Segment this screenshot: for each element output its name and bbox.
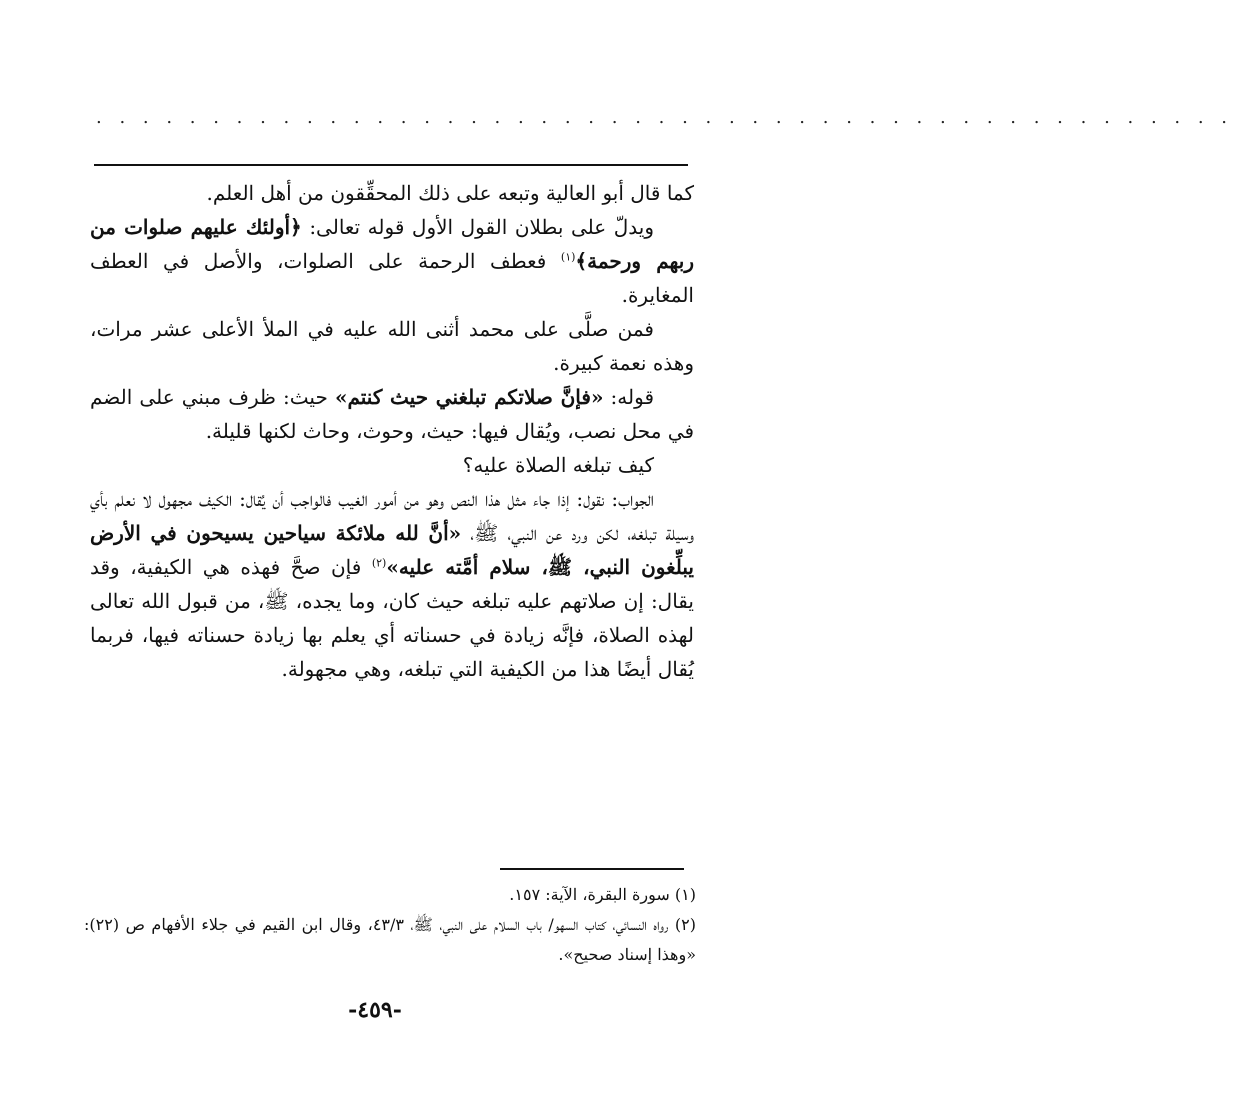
paragraph-1-text: كما قال أبو العالية وتبعه على ذلك المحقِّقون من أهل العلم. (206, 181, 694, 205)
footnotes (84, 880, 698, 970)
footnote-rule (500, 868, 684, 870)
paragraph-6 (90, 482, 694, 686)
header-dotted-rule: . . . . . . . . . . . . . . . . . . . . . . . . . . . . . . . . . . . . . . . . . . . . . . . . . (96, 107, 1233, 128)
paragraph-6-tail: فإن صحَّ فهذه هي الكيفية، وقد يقال: إن صلاتهم عليه تبلغه حيث كان، وما يجده، ﷺ، من قبول الله تعالى لهذه الصلاة، فإنَّه زيادة في حسناته أي يعلم بها زيادة حسناته فيها، فربما يُقال أيضًا هذا من الكيفية التي تبلغه، وهي مجهولة. (90, 555, 694, 681)
main-text (90, 176, 694, 686)
footnote-2: (٢) رواه النسائي، كتاب السهو/ باب السلام على النبي، ﷺ، ٤٣/٣، وقال ابن القيم في جلاء الأفهام ص (٢٢): «وهذا إسناد صحيح». (84, 915, 696, 964)
footnote-1: (١) سورة البقرة، الآية: ١٥٧. (509, 885, 696, 904)
paragraph-1 (90, 176, 694, 210)
paragraph-4-lead: قوله: (603, 385, 654, 409)
paragraph-2-lead: ويدلّ على بطلان القول الأول قوله تعالى: (301, 215, 654, 239)
footnote-mark-1: (١) (560, 250, 576, 264)
hadith-quote-angels: «أنَّ لله ملائكة سياحين يسيحون في الأرض يبلِّغون النبي، ﷺ، سلام أمَّته عليه» (90, 521, 694, 579)
paragraph-5 (90, 448, 694, 482)
paragraph-3 (90, 312, 694, 380)
paragraph-4 (90, 380, 694, 448)
hadith-quote: «فإنَّ صلاتكم تبلغني حيث كنتم» (334, 385, 604, 409)
quran-quote: ﴿أولئك عليهم صلوات من ربهم ورحمة﴾ (90, 215, 694, 273)
header-rule (94, 164, 688, 166)
footnote-mark-2: (٢) (371, 556, 387, 570)
paragraph-2-tail: فعطف الرحمة على الصلوات، والأصل في العطف المغايرة. (90, 249, 694, 307)
page-number: -٤٥٩- (348, 997, 402, 1023)
question-text: كيف تبلغه الصلاة عليه؟ (462, 453, 654, 477)
paragraph-4-tail: حيث: ظرف مبني على الضم في محل نصب، ويُقال فيها: حيث، وحوث، وحاث لكنها قليلة. (90, 385, 694, 443)
paragraph-6-lead: الجواب: نقول: إذا جاء مثل هذا النص وهو من أمور الغيب فالواجب أن يُقال: الكيف مجهول لا نعلم بأي وسيلة تبلغه، لكن ورد عن النبي، ﷺ، (90, 487, 695, 545)
paragraph-3-text: فمن صلَّى على محمد أثنى الله عليه في الملأ الأعلى عشر مرات، وهذه نعمة كبيرة. (90, 317, 694, 375)
paragraph-2 (90, 210, 694, 312)
